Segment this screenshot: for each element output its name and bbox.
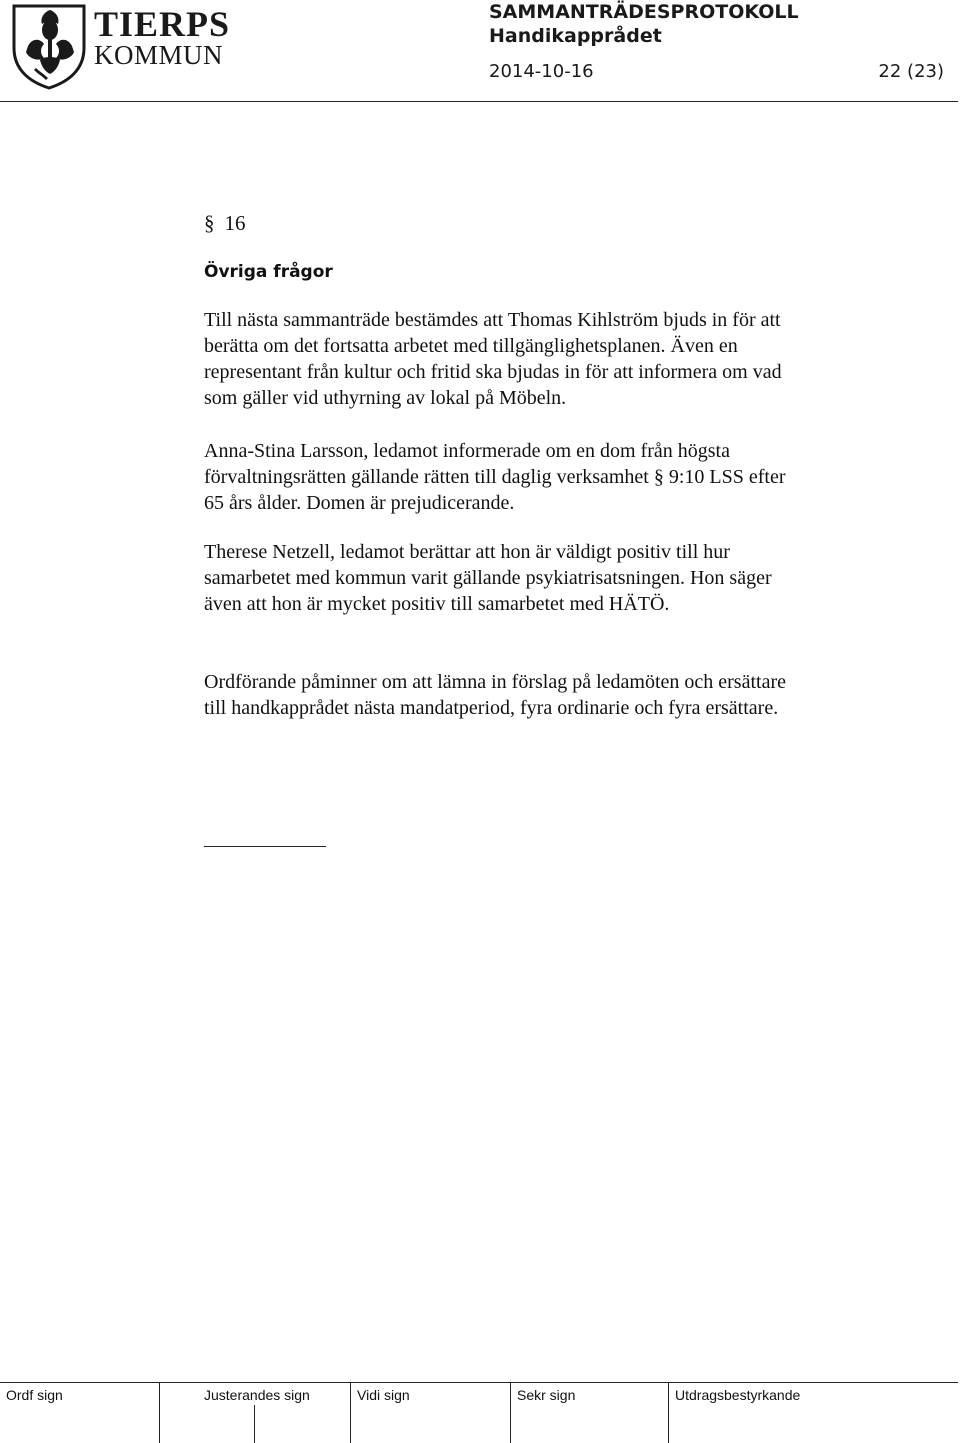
footer-cell-ordf	[0, 1383, 160, 1443]
footer-label-sekr: Sekr sign	[517, 1387, 576, 1403]
footer-cell-sekr	[510, 1383, 668, 1443]
municipal-coat-of-arms-icon	[10, 2, 90, 90]
meeting-date: 2014-10-16	[489, 61, 594, 82]
footer-cell-justerandes-split	[254, 1405, 348, 1443]
signature-line	[204, 846, 326, 847]
page-number: 22 (23)	[878, 61, 944, 82]
footer-label-ordf: Ordf sign	[6, 1387, 63, 1403]
signature-footer	[0, 1382, 958, 1443]
paragraph-3: Therese Netzell, ledamot berättar att hon är väldigt positiv till hur samarbetet med kommun varit gällande psykiatrisatsningen. Hon säger även att hon är mycket positiv till samarbetet med HÄTÖ.	[204, 541, 772, 615]
header-divider	[0, 101, 958, 102]
paragraph-4: Ordförande påminner om att lämna in förslag på ledamöten och ersättare till handkapprådet nästa mandatperiod, fyra ordinarie och fyra ersättare.	[204, 671, 786, 719]
footer-label-utdrag: Utdragsbestyrkande	[675, 1387, 801, 1403]
footer-label-vidi: Vidi sign	[357, 1387, 410, 1403]
logo-name-line1: TIERPS	[94, 4, 231, 44]
logo-name-line2: KOMMUN	[94, 40, 224, 70]
paragraph-2: Anna-Stina Larsson, ledamot informerade om en dom från högsta förvaltningsrätten gällande rätten till daglig verksamhet § 9:10 LSS efter 65 års ålder. Domen är prejudicerande.	[204, 440, 786, 514]
document-title: SAMMANTRÄDESPROTOKOLL	[489, 1, 799, 23]
committee-name: Handikapprådet	[489, 25, 662, 47]
footer-cell-vidi	[350, 1383, 510, 1443]
section-heading: Övriga frågor	[204, 262, 333, 282]
paragraph-1: Till nästa sammanträde bestämdes att Thomas Kihlström bjuds in för att berätta om det fortsatta arbetet med tillgänglighetsplanen. Även en representant från kultur och fritid ska bjudas in för att informera om vad som gäller vid uthyrning av lokal på Möbeln.	[204, 309, 782, 409]
footer-label-justerandes: Justerandes sign	[204, 1387, 310, 1403]
section-number-value: 16	[224, 211, 246, 235]
footer-cell-utdrag	[668, 1383, 958, 1443]
municipality-logo	[10, 2, 240, 90]
section-number	[204, 211, 246, 236]
section-symbol: §	[204, 211, 215, 235]
